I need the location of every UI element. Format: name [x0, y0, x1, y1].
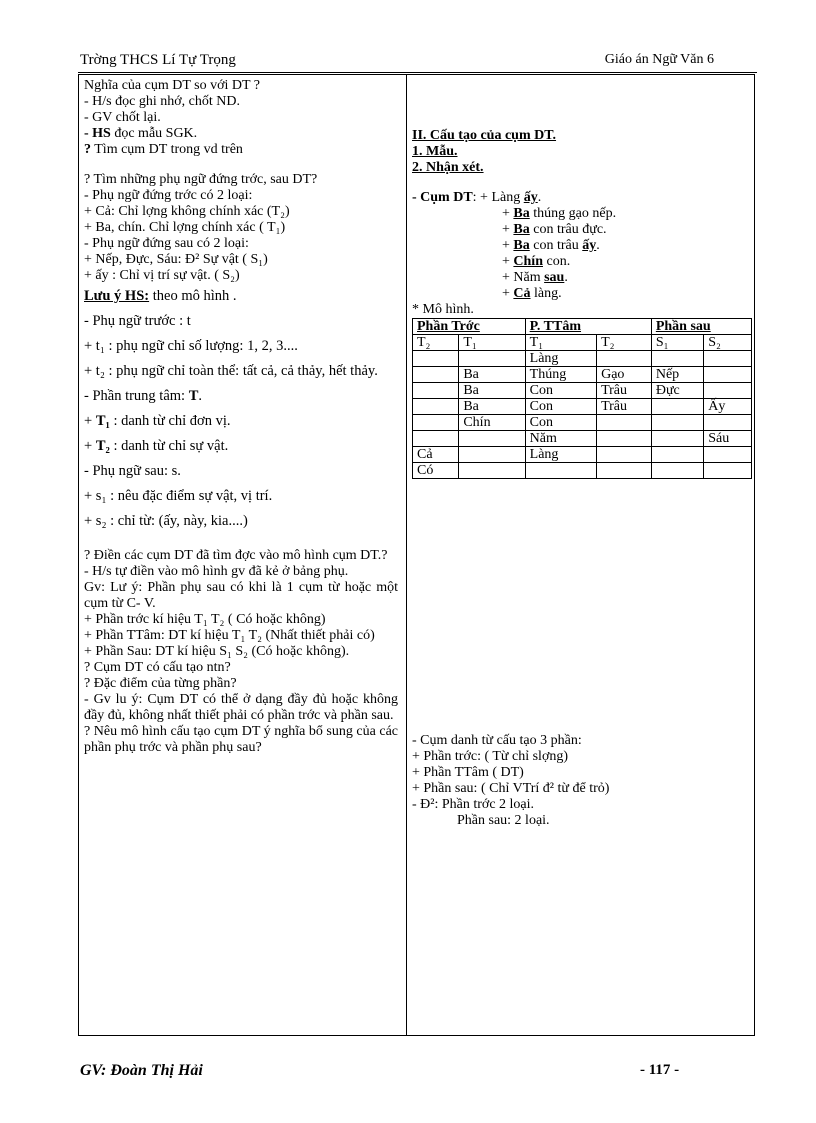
left-line: - Phụ ngữ đứng sau có 2 loại:: [84, 236, 249, 251]
content-column: [412, 128, 752, 479]
table-cell: [651, 399, 703, 415]
table-cell: T₂: [413, 335, 459, 351]
table-cell: Trâu: [597, 383, 652, 399]
table-row: [413, 431, 752, 447]
table-cell: [704, 415, 752, 431]
header-rule: [78, 72, 757, 73]
table-cell: [413, 431, 459, 447]
table-row: [413, 463, 752, 479]
table-cell: Con: [525, 383, 596, 399]
table-cell: [704, 351, 752, 367]
noun-phrase-model-table: [412, 318, 752, 479]
noun-phrase-example: + Năm sau.: [502, 270, 568, 285]
table-header-row: [413, 319, 752, 335]
summary-line: + Phần trớc: ( Từ chỉ slợng): [412, 749, 569, 764]
noun-phrase-example: + Cả làng.: [502, 286, 562, 301]
table-cell: [651, 463, 703, 479]
table-cell: Nếp: [651, 367, 703, 383]
table-cell: [651, 351, 703, 367]
noun-phrase-example: + Chín con.: [502, 254, 571, 269]
noun-phrase-example: + Ba con trâu đực.: [502, 222, 607, 237]
left-line: - Gv lu ý: Cụm DT có thể ở dạng đầy đủ hoặc không đầy đủ, không nhất thiết phải có phần trớc và phần sau.: [84, 692, 398, 723]
left-line: - Phần trung tâm: T.: [84, 388, 203, 404]
table-cell: S₁: [651, 335, 703, 351]
left-line: + Ba, chín. Chỉ lợng chính xác ( T₁): [84, 220, 286, 235]
left-line: + Phần TTâm: DT kí hiệu T₁ T₂ (Nhất thiết phải có): [84, 628, 375, 643]
left-line: + s₂ : chỉ từ: (ấy, này, kia....): [84, 513, 248, 529]
table-cell: Sáu: [704, 431, 752, 447]
table-cell: [704, 447, 752, 463]
table-row: [413, 447, 752, 463]
teacher-name: GV: Đoàn Thị Hải: [80, 1062, 203, 1079]
table-header-cell: Phần Trớc: [413, 319, 526, 335]
table-cell: Trâu: [597, 399, 652, 415]
table-cell: Thúng: [525, 367, 596, 383]
note-hs: Lưu ý HS: theo mô hình .: [84, 288, 237, 304]
table-cell: T₁: [459, 335, 525, 351]
left-line: - H/s tự điền vào mô hình gv đã kẻ ở bảng phụ.: [84, 564, 349, 579]
noun-phrase-example: + Ba thúng gạo nếp.: [502, 206, 617, 221]
left-line: + Cả: Chỉ lợng không chính xác (T₂): [84, 204, 290, 219]
table-cell: Làng: [525, 351, 596, 367]
left-line: Gv: Lư ý: Phần phụ sau có khi là 1 cụm từ hoặc một cụm từ C- V.: [84, 580, 398, 611]
left-line: + ấy : Chỉ vị trí sự vật. ( S₂): [84, 268, 240, 283]
table-cell: Gạo: [597, 367, 652, 383]
summary-line: + Phần sau: ( Chỉ VTrí đ² từ để trỏ): [412, 781, 610, 796]
left-question: ? Nêu mô hình cấu tạo cụm DT ý nghĩa bổ sung của các phần phụ trớc và phần phụ sau?: [84, 724, 398, 755]
left-line: - Phụ ngữ sau: s.: [84, 463, 181, 479]
table-cell: [597, 415, 652, 431]
table-cell: [651, 415, 703, 431]
table-cell: [459, 463, 525, 479]
table-header-cell: Phần sau: [651, 319, 751, 335]
left-line: - HS đọc mẫu SGK.: [84, 126, 198, 141]
table-cell: [525, 463, 596, 479]
summary-line: - Cụm danh từ cấu tạo 3 phần:: [412, 733, 582, 748]
table-cell: Làng: [525, 447, 596, 463]
summary-line: - Đ²: Phần trớc 2 loại.: [412, 797, 535, 812]
left-line: - GV chốt lại.: [84, 110, 161, 125]
table-cell: [413, 367, 459, 383]
table-cell: [413, 399, 459, 415]
section-heading: II. Cấu tạo của cụm DT.: [412, 128, 557, 143]
left-line: + Phần trớc kí hiệu T₁ T₂ ( Có hoặc không): [84, 612, 326, 627]
table-cell: [597, 431, 652, 447]
left-line: + Nếp, Đực, Sáu: Đ² Sự vật ( S₁): [84, 252, 268, 267]
header-subject: Giáo án Ngữ Văn 6: [604, 52, 714, 67]
table-row: [413, 367, 752, 383]
table-cell: Ba: [459, 383, 525, 399]
table-row: [413, 383, 752, 399]
left-line: - H/s đọc ghi nhớ, chốt ND.: [84, 94, 240, 109]
header-school: Trờng THCS Lí Tự Trọng: [80, 52, 236, 68]
subheading-sample: 1. Mẫu.: [412, 144, 458, 159]
left-line: - Phụ ngữ trước : t: [84, 313, 191, 329]
table-row: [413, 415, 752, 431]
left-line: - Phụ ngữ đứng trớc có 2 loại:: [84, 188, 253, 203]
table-cell: Con: [525, 415, 596, 431]
noun-phrase-example: - Cụm DT: + Làng ấy.: [412, 190, 542, 205]
table-cell: [413, 383, 459, 399]
left-question: ? Điền các cụm DT đã tìm đợc vào mô hình cụm DT.?: [84, 548, 388, 563]
table-row: [413, 399, 752, 415]
table-cell: Có: [413, 463, 459, 479]
left-line: + t₂ : phụ ngữ chỉ toàn thể: tất cả, cả thảy, hết thảy.: [84, 363, 378, 379]
table-cell: [704, 383, 752, 399]
teacher-activity-column: [84, 78, 398, 756]
subheading-remark: 2. Nhận xét.: [412, 160, 484, 175]
left-line: Nghĩa của cụm DT so với DT ?: [84, 78, 261, 93]
left-question: ? Tìm cụm DT trong vd trên: [84, 142, 243, 157]
table-cell: T₂: [597, 335, 652, 351]
page-number: - 117 -: [640, 1062, 680, 1078]
left-question: ? Tìm những phụ ngữ đứng trớc, sau DT?: [84, 172, 318, 187]
table-cell: Con: [525, 399, 596, 415]
table-row: [413, 351, 752, 367]
table-cell: Ba: [459, 399, 525, 415]
model-label: * Mô hình.: [412, 302, 474, 317]
table-cell: Năm: [525, 431, 596, 447]
noun-phrase-example: + Ba con trâu ấy.: [502, 238, 600, 253]
summary-line: + Phần TTâm ( DT): [412, 765, 524, 780]
table-cell: S₂: [704, 335, 752, 351]
summary-block: [412, 733, 752, 829]
table-cell: [413, 415, 459, 431]
table-cell: Chín: [459, 415, 525, 431]
table-cell: [459, 447, 525, 463]
table-subheader-row: [413, 335, 752, 351]
summary-line: Phần sau: 2 loại.: [457, 813, 550, 828]
table-cell: [597, 463, 652, 479]
left-question: ? Đặc điểm của từng phần?: [84, 676, 237, 691]
table-cell: [413, 351, 459, 367]
table-cell: Ba: [459, 367, 525, 383]
left-question: ? Cụm DT có cấu tạo ntn?: [84, 660, 231, 675]
left-line: + T₂ : danh từ chỉ sự vật.: [84, 438, 229, 454]
left-line: + Phần Sau: DT kí hiệu S₁ S₂ (Có hoặc không).: [84, 644, 350, 659]
table-cell: [651, 431, 703, 447]
table-cell: [704, 367, 752, 383]
table-cell: [597, 447, 652, 463]
left-line: + t₁ : phụ ngữ chỉ số lượng: 1, 2, 3....: [84, 338, 298, 354]
left-line: + s₁ : nêu đặc điểm sự vật, vị trí.: [84, 488, 273, 504]
table-cell: T₁: [525, 335, 596, 351]
table-cell: [459, 351, 525, 367]
table-cell: [459, 431, 525, 447]
column-divider: [406, 74, 407, 1036]
table-header-cell: P. TTâm: [525, 319, 651, 335]
table-cell: Đực: [651, 383, 703, 399]
table-cell: [597, 351, 652, 367]
table-cell: Cả: [413, 447, 459, 463]
left-line: + T₁ : danh từ chỉ đơn vị.: [84, 413, 231, 429]
table-cell: [651, 447, 703, 463]
table-cell: Ấy: [704, 399, 752, 415]
table-cell: [704, 463, 752, 479]
